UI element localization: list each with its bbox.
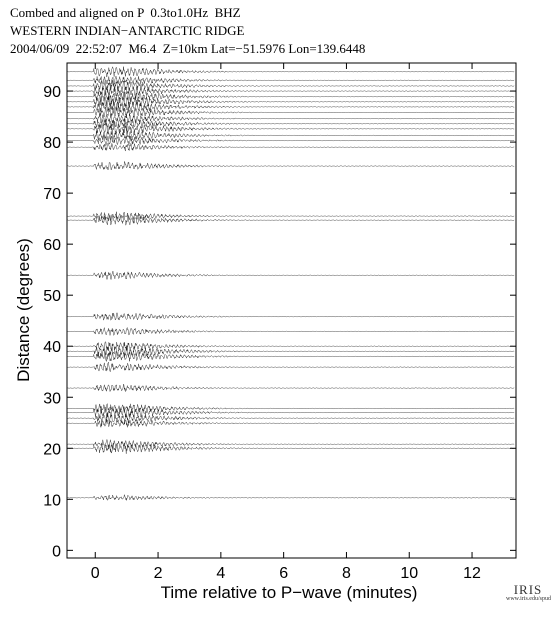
seismogram-traces	[67, 67, 514, 501]
seismogram-trace	[67, 76, 514, 86]
x-tick-label: 0	[90, 565, 100, 582]
seismogram-trace	[67, 85, 514, 96]
seismogram-trace	[67, 404, 514, 414]
seismogram-trace	[67, 212, 514, 221]
y-axis-label: Distance (degrees)	[14, 238, 33, 382]
y-tick-label: 0	[52, 543, 61, 561]
seismogram-trace	[67, 135, 514, 146]
x-tick-label: 12	[463, 565, 481, 582]
iris-logo-name: IRIS	[513, 582, 543, 597]
iris-logo-url: www.iris.edu/spud	[506, 596, 551, 602]
y-tick-label: 90	[43, 84, 61, 102]
header-line-3: 2004/06/09 22:52:07 M6.4 Z=10km Lat=−51.5976 Lon=139.6448	[10, 41, 366, 56]
header-line-1: Combed and aligned on P 0.3to1.0Hz BHZ	[10, 5, 241, 20]
x-tick-label: 4	[216, 565, 226, 582]
x-tick-label: 8	[341, 565, 351, 582]
y-axis-ticks	[43, 84, 516, 560]
x-tick-label: 10	[400, 565, 419, 582]
y-tick-label: 60	[43, 237, 61, 255]
seismogram-trace	[67, 328, 514, 336]
seismogram-trace	[67, 143, 514, 151]
seismogram-trace	[67, 351, 514, 362]
y-tick-label: 30	[43, 390, 61, 408]
plot-frame	[67, 63, 516, 558]
seismogram-trace	[67, 161, 514, 170]
seismogram-trace	[67, 419, 514, 427]
seismogram-trace	[67, 90, 514, 102]
iris-logo	[506, 583, 550, 603]
seismogram-trace	[67, 384, 514, 391]
seismogram-trace	[67, 495, 514, 501]
seismogram-trace	[67, 119, 514, 129]
x-axis-ticks	[91, 63, 481, 582]
x-tick-label: 6	[279, 565, 289, 582]
y-tick-label: 70	[43, 186, 61, 204]
seismogram-trace	[67, 67, 514, 77]
seismogram-trace	[67, 439, 514, 448]
y-tick-label: 20	[43, 441, 61, 459]
x-tick-label: 2	[153, 565, 163, 582]
seismogram-trace	[67, 313, 514, 320]
y-tick-label: 10	[43, 492, 61, 510]
seismogram-trace	[67, 114, 514, 124]
y-tick-label: 50	[43, 288, 61, 306]
seismogram-trace	[67, 362, 514, 372]
y-tick-label: 40	[43, 339, 61, 357]
x-axis-label: Time relative to P−wave (minutes)	[160, 583, 418, 602]
y-tick-label: 80	[43, 135, 61, 153]
header-line-2: WESTERN INDIAN−ANTARCTIC RIDGE	[10, 23, 245, 38]
seismogram-trace	[67, 271, 514, 279]
